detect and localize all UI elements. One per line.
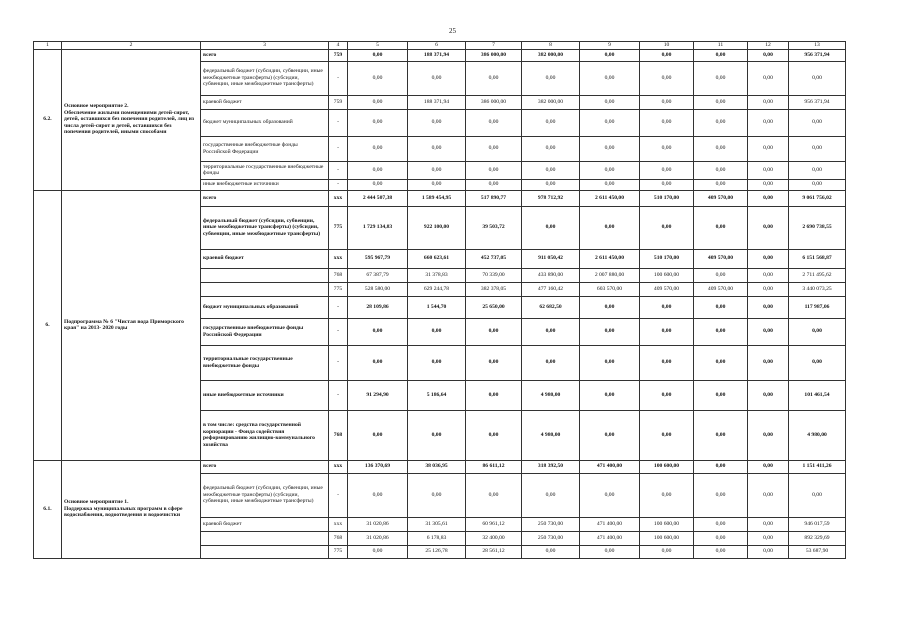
amount-cell: 0,00 — [640, 95, 694, 109]
amount-cell: 0,00 — [748, 517, 789, 531]
amount-cell: 382 000,00 — [522, 49, 580, 61]
amount-cell: 31 020,86 — [348, 531, 408, 545]
amount-cell: 660 623,61 — [408, 249, 466, 268]
amount-cell: 0,00 — [580, 206, 640, 249]
amount-cell: 528 580,00 — [348, 282, 408, 296]
amount-cell: 0,00 — [640, 345, 694, 380]
amount-cell: 6 178,83 — [408, 531, 466, 545]
column-header: 7 — [466, 42, 522, 50]
amount-cell: 1 544,70 — [408, 296, 466, 318]
amount-cell: 1 729 134,83 — [348, 206, 408, 249]
funding-source: федеральный бюджет (субсидии, субвенции, иные межбюджетные трансферты) (субсидии, субвенции, иные межбюджетные трансферты) — [201, 473, 329, 517]
amount-cell: 0,00 — [408, 109, 466, 136]
amount-cell: 62 682,50 — [522, 296, 580, 318]
amount-cell: 117 987,06 — [789, 296, 846, 318]
amount-cell: 0,00 — [580, 296, 640, 318]
amount-cell: 1 589 454,95 — [408, 190, 466, 206]
budget-code: 775 — [329, 545, 348, 558]
amount-cell: 0,00 — [466, 109, 522, 136]
amount-cell: 2 711 495,62 — [789, 268, 846, 282]
amount-cell: 0,00 — [789, 473, 846, 517]
amount-cell: 0,00 — [748, 531, 789, 545]
amount-cell: 0,00 — [408, 179, 466, 190]
amount-cell: 0,00 — [348, 109, 408, 136]
amount-cell: 136 370,69 — [348, 460, 408, 473]
column-header: 1 — [34, 42, 62, 50]
amount-cell: 0,00 — [408, 345, 466, 380]
budget-code: xxx — [329, 249, 348, 268]
amount-cell: 1 151 411,26 — [789, 460, 846, 473]
funding-source: всего — [201, 190, 329, 206]
row-index: 6. — [34, 190, 62, 460]
amount-cell: 0,00 — [640, 109, 694, 136]
funding-source: иные внебюджетные источники — [201, 380, 329, 410]
amount-cell: 0,00 — [408, 318, 466, 345]
amount-cell: 0,00 — [348, 161, 408, 179]
amount-cell: 0,00 — [640, 179, 694, 190]
amount-cell: 0,00 — [580, 380, 640, 410]
amount-cell: 946 017,59 — [789, 517, 846, 531]
amount-cell: 2 444 507,38 — [348, 190, 408, 206]
budget-code: - — [329, 296, 348, 318]
amount-cell: 0,00 — [789, 179, 846, 190]
amount-cell: 0,00 — [748, 296, 789, 318]
amount-cell: 409 570,00 — [694, 282, 748, 296]
budget-code: 768 — [329, 268, 348, 282]
amount-cell: 0,00 — [580, 136, 640, 161]
budget-code: - — [329, 473, 348, 517]
amount-cell: 956 371,94 — [789, 95, 846, 109]
amount-cell: 0,00 — [348, 136, 408, 161]
column-header: 8 — [522, 42, 580, 50]
budget-table — [33, 41, 846, 559]
amount-cell: 0,00 — [694, 268, 748, 282]
budget-code: - — [329, 61, 348, 95]
amount-cell: 0,00 — [580, 49, 640, 61]
funding-source: краевой бюджет — [201, 249, 329, 268]
header-row — [34, 42, 846, 50]
amount-cell: 0,00 — [748, 49, 789, 61]
amount-cell: 0,00 — [789, 61, 846, 95]
page-number: 25 — [449, 27, 456, 35]
table-row — [34, 460, 846, 473]
amount-cell: 0,00 — [466, 179, 522, 190]
amount-cell: 9 061 756,02 — [789, 190, 846, 206]
amount-cell: 0,00 — [789, 109, 846, 136]
amount-cell: 0,00 — [640, 545, 694, 558]
amount-cell: 0,00 — [640, 473, 694, 517]
funding-source — [201, 268, 329, 282]
amount-cell: 0,00 — [748, 206, 789, 249]
amount-cell: 25 126,78 — [408, 545, 466, 558]
amount-cell: 0,00 — [580, 179, 640, 190]
amount-cell: 0,00 — [694, 531, 748, 545]
funding-source: всего — [201, 49, 329, 61]
budget-code: - — [329, 161, 348, 179]
amount-cell: 0,00 — [694, 61, 748, 95]
amount-cell: 0,00 — [748, 61, 789, 95]
amount-cell: 0,00 — [348, 49, 408, 61]
program-description: Поддержка муниципальных программ в сфере водоснабжения, водоотведения и водоочистки — [64, 505, 183, 519]
funding-source: краевой бюджет — [201, 517, 329, 531]
budget-code: - — [329, 136, 348, 161]
funding-source: федеральный бюджет (субсидии, субвенции, иные межбюджетные трансферты) (субсидии, субвенции, иные межбюджетные трансферты) — [201, 61, 329, 95]
amount-cell: 31 378,83 — [408, 268, 466, 282]
amount-cell: 956 371,94 — [789, 49, 846, 61]
amount-cell: 0,00 — [694, 95, 748, 109]
amount-cell: 0,00 — [522, 161, 580, 179]
amount-cell: 0,00 — [580, 410, 640, 460]
amount-cell: 0,00 — [694, 49, 748, 61]
amount-cell: 517 890,77 — [466, 190, 522, 206]
amount-cell: 386 000,00 — [466, 95, 522, 109]
column-header: 3 — [201, 42, 329, 50]
amount-cell: 0,00 — [466, 380, 522, 410]
column-header: 9 — [580, 42, 640, 50]
amount-cell: 28 561,12 — [466, 545, 522, 558]
amount-cell: 0,00 — [748, 282, 789, 296]
amount-cell: 0,00 — [640, 136, 694, 161]
amount-cell: 31 305,61 — [408, 517, 466, 531]
amount-cell: 477 160,42 — [522, 282, 580, 296]
amount-cell: 0,00 — [580, 161, 640, 179]
amount-cell: 978 712,92 — [522, 190, 580, 206]
amount-cell: 2 690 738,55 — [789, 206, 846, 249]
amount-cell: 60 961,12 — [466, 517, 522, 531]
amount-cell: 28 109,86 — [348, 296, 408, 318]
amount-cell: 0,00 — [348, 473, 408, 517]
amount-cell: 0,00 — [522, 545, 580, 558]
amount-cell: 3 440 073,25 — [789, 282, 846, 296]
amount-cell: 0,00 — [640, 206, 694, 249]
amount-cell: 409 570,00 — [694, 249, 748, 268]
budget-code: 768 — [329, 531, 348, 545]
amount-cell: 0,00 — [408, 161, 466, 179]
funding-source: иные внебюджетные источники — [201, 179, 329, 190]
amount-cell: 0,00 — [408, 136, 466, 161]
amount-cell: 0,00 — [408, 61, 466, 95]
amount-cell: 0,00 — [694, 410, 748, 460]
amount-cell: 0,00 — [640, 410, 694, 460]
amount-cell: 0,00 — [522, 473, 580, 517]
column-header: 2 — [62, 42, 201, 50]
amount-cell: 32 400,00 — [466, 531, 522, 545]
amount-cell: 0,00 — [748, 136, 789, 161]
program-title: Основное мероприятие 2. — [64, 103, 129, 110]
program-name — [62, 49, 201, 190]
funding-source — [201, 545, 329, 558]
amount-cell: 100 600,00 — [640, 531, 694, 545]
amount-cell: 0,00 — [789, 136, 846, 161]
amount-cell: 911 050,42 — [522, 249, 580, 268]
amount-cell: 0,00 — [580, 545, 640, 558]
program-name — [62, 460, 201, 558]
amount-cell: 0,00 — [580, 473, 640, 517]
column-header: 6 — [408, 42, 466, 50]
amount-cell: 0,00 — [748, 410, 789, 460]
program-title: Подпрограмма № 6 "Чистая вода Приморского края" на 2013- 2020 годы — [64, 318, 184, 332]
amount-cell: 0,00 — [522, 61, 580, 95]
amount-cell: 0,00 — [466, 136, 522, 161]
amount-cell: 0,00 — [466, 410, 522, 460]
funding-source: территориальные государственные внебюджетные фонды — [201, 161, 329, 179]
amount-cell: 31 020,86 — [348, 517, 408, 531]
amount-cell: 0,00 — [522, 109, 580, 136]
amount-cell: 0,00 — [694, 318, 748, 345]
funding-source: краевой бюджет — [201, 95, 329, 109]
amount-cell: 25 650,00 — [466, 296, 522, 318]
amount-cell: 0,00 — [789, 161, 846, 179]
amount-cell: 0,00 — [748, 95, 789, 109]
amount-cell: 0,00 — [789, 318, 846, 345]
amount-cell: 0,00 — [522, 318, 580, 345]
amount-cell: 0,00 — [694, 545, 748, 558]
amount-cell: 0,00 — [748, 268, 789, 282]
amount-cell: 0,00 — [694, 345, 748, 380]
amount-cell: 4 980,00 — [789, 410, 846, 460]
budget-code: xxx — [329, 517, 348, 531]
column-header: 4 — [329, 42, 348, 50]
amount-cell: 0,00 — [348, 345, 408, 380]
amount-cell: 603 570,00 — [580, 282, 640, 296]
amount-cell: 100 600,00 — [640, 517, 694, 531]
amount-cell: 0,00 — [348, 410, 408, 460]
amount-cell: 0,00 — [694, 473, 748, 517]
amount-cell: 0,00 — [640, 380, 694, 410]
amount-cell: 91 294,90 — [348, 380, 408, 410]
funding-source: бюджет муниципальных образований — [201, 296, 329, 318]
budget-code: - — [329, 380, 348, 410]
amount-cell: 53 687,90 — [789, 545, 846, 558]
budget-code: 759 — [329, 95, 348, 109]
funding-source: федеральный бюджет (субсидии, субвенции, иные межбюджетные трансферты) (субсидии, субвенции, иные межбюджетные трансферты) — [201, 206, 329, 249]
amount-cell: 250 730,00 — [522, 517, 580, 531]
funding-source: государственные внебюджетные фонды Российской Федерации — [201, 318, 329, 345]
row-index: 6.1. — [34, 460, 62, 558]
amount-cell: 100 600,00 — [640, 460, 694, 473]
funding-source — [201, 531, 329, 545]
budget-code: 768 — [329, 410, 348, 460]
amount-cell: 2 611 450,00 — [580, 190, 640, 206]
amount-cell: 188 371,94 — [408, 49, 466, 61]
amount-cell: 409 570,00 — [694, 190, 748, 206]
amount-cell: 382 378,05 — [466, 282, 522, 296]
amount-cell: 4 980,00 — [522, 410, 580, 460]
amount-cell: 892 329,69 — [789, 531, 846, 545]
program-description: Обеспечение жилыми помещениями детей-сирот, детей, оставшихся без попечения родителей, лиц из числа детей-сирот и детей, оставшихся без попечения родителей, иными способами — [64, 109, 195, 136]
budget-code: xxx — [329, 460, 348, 473]
column-header: 12 — [748, 42, 789, 50]
amount-cell: 0,00 — [694, 179, 748, 190]
column-header: 10 — [640, 42, 694, 50]
amount-cell: 38 036,95 — [408, 460, 466, 473]
amount-cell: 452 737,05 — [466, 249, 522, 268]
amount-cell: 0,00 — [466, 473, 522, 517]
amount-cell: 0,00 — [408, 473, 466, 517]
amount-cell: 510 170,00 — [640, 249, 694, 268]
amount-cell: 0,00 — [694, 161, 748, 179]
table-row — [34, 49, 846, 61]
amount-cell: 100 600,00 — [640, 268, 694, 282]
row-index: 6.2. — [34, 49, 62, 190]
budget-code: - — [329, 179, 348, 190]
amount-cell: 6 151 568,87 — [789, 249, 846, 268]
program-name — [62, 190, 201, 460]
amount-cell: 0,00 — [640, 318, 694, 345]
amount-cell: 0,00 — [466, 345, 522, 380]
amount-cell: 39 503,72 — [466, 206, 522, 249]
amount-cell: 382 000,00 — [522, 95, 580, 109]
amount-cell: 188 371,94 — [408, 95, 466, 109]
amount-cell: 0,00 — [466, 61, 522, 95]
column-header: 11 — [694, 42, 748, 50]
amount-cell: 0,00 — [580, 345, 640, 380]
amount-cell: 0,00 — [748, 460, 789, 473]
budget-code: - — [329, 109, 348, 136]
amount-cell: 0,00 — [640, 61, 694, 95]
amount-cell: 0,00 — [748, 179, 789, 190]
amount-cell: 0,00 — [694, 517, 748, 531]
amount-cell: 0,00 — [694, 296, 748, 318]
amount-cell: 0,00 — [466, 161, 522, 179]
amount-cell: 386 000,00 — [466, 49, 522, 61]
amount-cell: 471 400,00 — [580, 460, 640, 473]
funding-source — [201, 282, 329, 296]
amount-cell: 101 461,54 — [789, 380, 846, 410]
amount-cell: 0,00 — [789, 345, 846, 380]
amount-cell: 0,00 — [748, 545, 789, 558]
amount-cell: 433 890,00 — [522, 268, 580, 282]
amount-cell: 0,00 — [748, 249, 789, 268]
amount-cell: 0,00 — [522, 136, 580, 161]
amount-cell: 0,00 — [348, 545, 408, 558]
amount-cell: 5 186,64 — [408, 380, 466, 410]
amount-cell: 471 400,00 — [580, 517, 640, 531]
amount-cell: 0,00 — [522, 206, 580, 249]
budget-code: - — [329, 318, 348, 345]
amount-cell: 471 400,00 — [580, 531, 640, 545]
amount-cell: 0,00 — [580, 318, 640, 345]
amount-cell: 629 244,78 — [408, 282, 466, 296]
funding-source: в том числе: средства государственной корпорации - Фонда содействия реформированию жилищно-коммунального хозяйства — [201, 410, 329, 460]
amount-cell: 67 387,79 — [348, 268, 408, 282]
amount-cell: 0,00 — [522, 179, 580, 190]
amount-cell: 0,00 — [640, 49, 694, 61]
amount-cell: 318 392,50 — [522, 460, 580, 473]
amount-cell: 595 967,79 — [348, 249, 408, 268]
amount-cell: 0,00 — [694, 206, 748, 249]
amount-cell: 86 611,12 — [466, 460, 522, 473]
table-row — [34, 190, 846, 206]
amount-cell: 2 611 450,00 — [580, 249, 640, 268]
funding-source: бюджет муниципальных образований — [201, 109, 329, 136]
amount-cell: 0,00 — [694, 460, 748, 473]
amount-cell: 0,00 — [748, 161, 789, 179]
amount-cell: 409 570,00 — [640, 282, 694, 296]
funding-source: всего — [201, 460, 329, 473]
column-header: 5 — [348, 42, 408, 50]
amount-cell: 0,00 — [748, 380, 789, 410]
amount-cell: 70 339,00 — [466, 268, 522, 282]
budget-code: xxx — [329, 190, 348, 206]
amount-cell: 0,00 — [580, 109, 640, 136]
amount-cell: 0,00 — [640, 296, 694, 318]
column-header: 13 — [789, 42, 846, 50]
budget-code: 759 — [329, 49, 348, 61]
amount-cell: 2 007 880,00 — [580, 268, 640, 282]
amount-cell: 0,00 — [748, 109, 789, 136]
amount-cell: 4 980,00 — [522, 380, 580, 410]
amount-cell: 250 730,00 — [522, 531, 580, 545]
amount-cell: 0,00 — [748, 190, 789, 206]
amount-cell: 0,00 — [694, 109, 748, 136]
amount-cell: 0,00 — [694, 380, 748, 410]
amount-cell: 0,00 — [580, 95, 640, 109]
amount-cell: 0,00 — [466, 318, 522, 345]
amount-cell: 0,00 — [748, 473, 789, 517]
amount-cell: 0,00 — [580, 61, 640, 95]
budget-code: 775 — [329, 206, 348, 249]
amount-cell: 0,00 — [640, 161, 694, 179]
amount-cell: 0,00 — [408, 410, 466, 460]
amount-cell: 510 170,00 — [640, 190, 694, 206]
amount-cell: 0,00 — [348, 61, 408, 95]
program-title: Основное мероприятие 1. — [64, 499, 129, 506]
budget-code: 775 — [329, 282, 348, 296]
amount-cell: 0,00 — [694, 136, 748, 161]
amount-cell: 0,00 — [348, 95, 408, 109]
amount-cell: 922 100,00 — [408, 206, 466, 249]
budget-code: - — [329, 345, 348, 380]
amount-cell: 0,00 — [348, 179, 408, 190]
funding-source: государственные внебюджетные фонды Российской Федерации — [201, 136, 329, 161]
amount-cell: 0,00 — [522, 345, 580, 380]
amount-cell: 0,00 — [748, 345, 789, 380]
amount-cell: 0,00 — [748, 318, 789, 345]
amount-cell: 0,00 — [348, 318, 408, 345]
funding-source: территориальные государственные внебюджетные фонды — [201, 345, 329, 380]
